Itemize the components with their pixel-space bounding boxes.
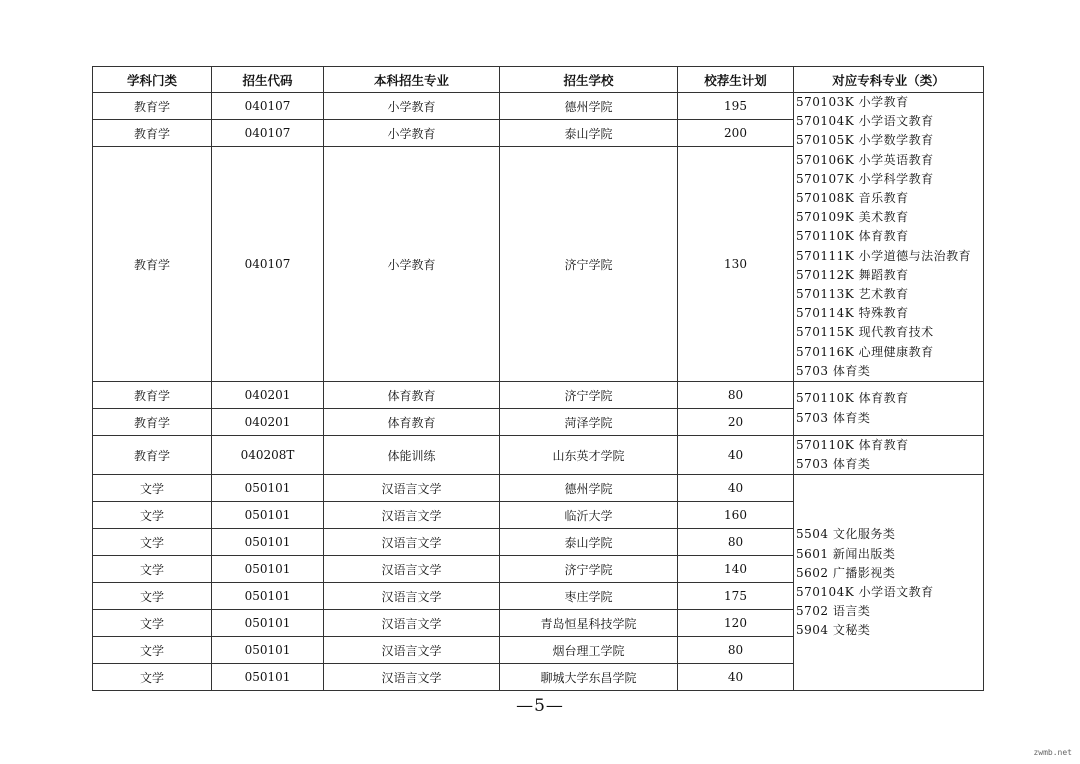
cell-major: 小学教育 bbox=[324, 120, 500, 147]
major-line: 570110K 体育教育 bbox=[796, 229, 909, 244]
major-line: 570114K 特殊教育 bbox=[796, 306, 909, 321]
major-line: 570112K 舞蹈教育 bbox=[796, 267, 909, 282]
cell-code: 050101 bbox=[212, 529, 324, 556]
major-line: 5904 文秘类 bbox=[796, 623, 871, 638]
cell-major: 体能训练 bbox=[324, 436, 500, 475]
table-row bbox=[93, 93, 984, 120]
cell-code: 040201 bbox=[212, 382, 324, 409]
cell-code: 050101 bbox=[212, 502, 324, 529]
cell-major: 体育教育 bbox=[324, 409, 500, 436]
cell-school: 山东英才学院 bbox=[500, 436, 678, 475]
cell-code: 040107 bbox=[212, 93, 324, 120]
cell-major: 汉语言文学 bbox=[324, 664, 500, 691]
cell-school: 济宁学院 bbox=[500, 382, 678, 409]
major-line: 570115K 现代教育技术 bbox=[796, 325, 934, 340]
cell-plan: 175 bbox=[678, 583, 794, 610]
cell-plan: 80 bbox=[678, 529, 794, 556]
cell-major: 小学教育 bbox=[324, 93, 500, 120]
cell-major: 汉语言文学 bbox=[324, 556, 500, 583]
major-line: 570104K 小学语文教育 bbox=[796, 114, 934, 129]
major-line: 5504 文化服务类 bbox=[796, 527, 896, 542]
cell-category: 教育学 bbox=[93, 436, 212, 475]
cell-category: 教育学 bbox=[93, 382, 212, 409]
cell-code: 050101 bbox=[212, 556, 324, 583]
major-line: 570109K 美术教育 bbox=[796, 210, 909, 225]
cell-major: 体育教育 bbox=[324, 382, 500, 409]
cell-school: 青岛恒星科技学院 bbox=[500, 610, 678, 637]
cell-school: 德州学院 bbox=[500, 475, 678, 502]
major-line: 570104K 小学语文教育 bbox=[796, 584, 934, 599]
cell-category: 文学 bbox=[93, 664, 212, 691]
enrollment-table bbox=[92, 66, 984, 691]
cell-major: 汉语言文学 bbox=[324, 529, 500, 556]
cell-code: 040201 bbox=[212, 409, 324, 436]
cell-plan: 40 bbox=[678, 475, 794, 502]
cell-school: 德州学院 bbox=[500, 93, 678, 120]
cell-school: 烟台理工学院 bbox=[500, 637, 678, 664]
cell-category: 文学 bbox=[93, 637, 212, 664]
cell-major: 汉语言文学 bbox=[324, 502, 500, 529]
cell-major: 汉语言文学 bbox=[324, 610, 500, 637]
cell-school: 枣庄学院 bbox=[500, 583, 678, 610]
header-category: 学科门类 bbox=[93, 67, 212, 93]
major-line: 570113K 艺术教育 bbox=[796, 287, 909, 302]
major-line: 5703 体育类 bbox=[796, 363, 871, 378]
cell-major: 汉语言文学 bbox=[324, 583, 500, 610]
cell-major: 小学教育 bbox=[324, 147, 500, 382]
cell-category: 文学 bbox=[93, 610, 212, 637]
cell-code: 050101 bbox=[212, 637, 324, 664]
table-row bbox=[93, 475, 984, 502]
header-code: 招生代码 bbox=[212, 67, 324, 93]
table-row bbox=[93, 436, 984, 475]
cell-category: 文学 bbox=[93, 529, 212, 556]
table-header-row bbox=[93, 67, 984, 93]
cell-plan: 40 bbox=[678, 664, 794, 691]
cell-corresponding-majors bbox=[794, 382, 984, 436]
cell-plan: 140 bbox=[678, 556, 794, 583]
major-line: 5602 广播影视类 bbox=[796, 565, 896, 580]
cell-code: 050101 bbox=[212, 475, 324, 502]
cell-corresponding-majors bbox=[794, 93, 984, 382]
cell-school: 菏泽学院 bbox=[500, 409, 678, 436]
major-line: 570111K 小学道德与法治教育 bbox=[796, 248, 972, 263]
major-line: 570105K 小学数学教育 bbox=[796, 133, 934, 148]
major-line: 570110K 体育教育 bbox=[796, 391, 909, 406]
cell-code: 050101 bbox=[212, 610, 324, 637]
cell-category: 教育学 bbox=[93, 93, 212, 120]
cell-major: 汉语言文学 bbox=[324, 475, 500, 502]
cell-corresponding-majors bbox=[794, 436, 984, 475]
header-corresponding-majors: 对应专科专业（类） bbox=[794, 67, 984, 93]
cell-plan: 130 bbox=[678, 147, 794, 382]
table-row bbox=[93, 382, 984, 409]
cell-code: 040208T bbox=[212, 436, 324, 475]
cell-plan: 40 bbox=[678, 436, 794, 475]
cell-code: 050101 bbox=[212, 664, 324, 691]
major-line: 5601 新闻出版类 bbox=[796, 546, 896, 561]
cell-category: 文学 bbox=[93, 583, 212, 610]
major-line: 570110K 体育教育 bbox=[796, 438, 909, 453]
cell-school: 泰山学院 bbox=[500, 120, 678, 147]
cell-category: 教育学 bbox=[93, 147, 212, 382]
cell-school: 聊城大学东昌学院 bbox=[500, 664, 678, 691]
cell-plan: 195 bbox=[678, 93, 794, 120]
cell-plan: 20 bbox=[678, 409, 794, 436]
cell-category: 文学 bbox=[93, 502, 212, 529]
major-line: 570107K 小学科学教育 bbox=[796, 171, 934, 186]
cell-code: 040107 bbox=[212, 120, 324, 147]
watermark: zwmb.net bbox=[1033, 748, 1072, 757]
cell-plan: 80 bbox=[678, 637, 794, 664]
page-number: —5— bbox=[516, 696, 564, 716]
cell-plan: 120 bbox=[678, 610, 794, 637]
major-line: 570103K 小学教育 bbox=[796, 95, 909, 109]
cell-school: 济宁学院 bbox=[500, 147, 678, 382]
major-line: 5703 体育类 bbox=[796, 410, 871, 425]
cell-code: 050101 bbox=[212, 583, 324, 610]
cell-category: 文学 bbox=[93, 556, 212, 583]
cell-category: 教育学 bbox=[93, 120, 212, 147]
cell-school: 济宁学院 bbox=[500, 556, 678, 583]
cell-major: 汉语言文学 bbox=[324, 637, 500, 664]
major-line: 570108K 音乐教育 bbox=[796, 191, 909, 206]
cell-code: 040107 bbox=[212, 147, 324, 382]
major-line: 5703 体育类 bbox=[796, 457, 871, 472]
cell-plan: 80 bbox=[678, 382, 794, 409]
header-school: 招生学校 bbox=[500, 67, 678, 93]
cell-plan: 200 bbox=[678, 120, 794, 147]
header-plan: 校荐生计划 bbox=[678, 67, 794, 93]
header-major: 本科招生专业 bbox=[324, 67, 500, 93]
major-line: 570106K 小学英语教育 bbox=[796, 152, 934, 167]
cell-plan: 160 bbox=[678, 502, 794, 529]
major-line: 570116K 心理健康教育 bbox=[796, 344, 934, 359]
cell-corresponding-majors bbox=[794, 475, 984, 691]
cell-category: 文学 bbox=[93, 475, 212, 502]
cell-school: 泰山学院 bbox=[500, 529, 678, 556]
major-line: 5702 语言类 bbox=[796, 604, 871, 619]
cell-school: 临沂大学 bbox=[500, 502, 678, 529]
cell-category: 教育学 bbox=[93, 409, 212, 436]
